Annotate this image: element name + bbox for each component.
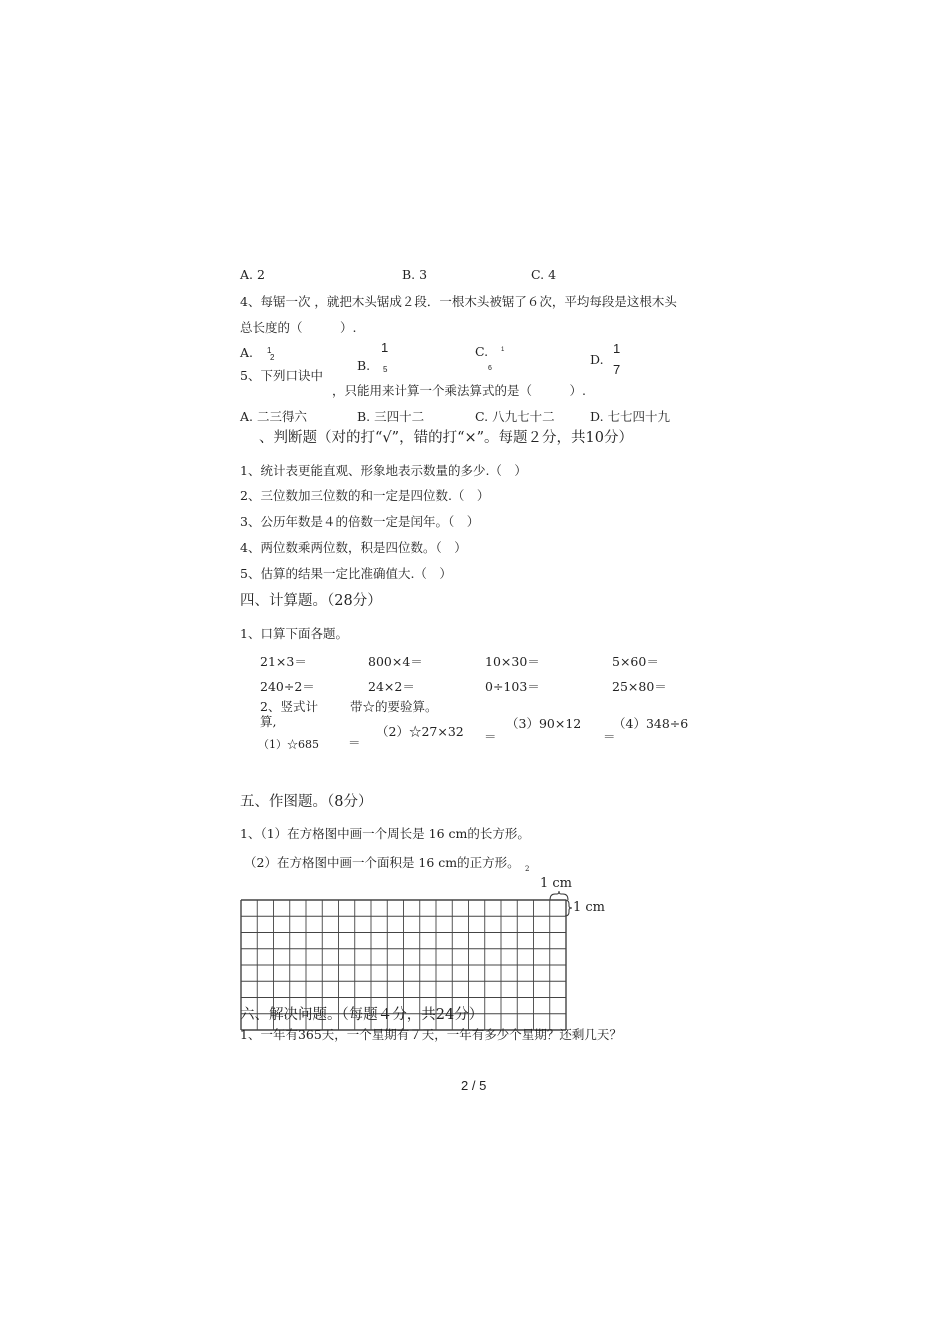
q3-option-a: A. 2 xyxy=(240,267,265,282)
q5-option-c: C. 八九七十二 xyxy=(475,409,555,424)
calc-4: 5×60＝ xyxy=(612,654,659,669)
q4-option-a-den: 2 xyxy=(270,353,275,362)
q4-option-d-num: 1 xyxy=(613,341,621,356)
section5-q2-superscript: 2 xyxy=(525,865,530,873)
q3-option-c: C. 4 xyxy=(531,267,557,282)
q4-line2: 总长度的（ ）. xyxy=(240,320,357,335)
calc-3: 10×30＝ xyxy=(485,654,540,669)
section6-title: 六、解决问题。（每题４分，共24分） xyxy=(240,1007,484,1023)
page-number: 2 / 5 xyxy=(461,1078,487,1093)
q4-option-c-num: 1 xyxy=(501,347,505,353)
q4-line1: 4、每锯一次 ，就把木头锯成２段．一根木头被锯了６次，平均每段是这根木头 xyxy=(240,294,677,309)
section3-item-2: 2、三位数加三位数的和一定是四位数.（ ） xyxy=(240,488,490,503)
section3-item-3: 3、公历年数是４的倍数一定是闰年。（ ） xyxy=(240,514,480,529)
problem-2: （2）☆27×32 xyxy=(376,724,464,739)
calc-7: 0÷103＝ xyxy=(485,679,540,694)
q4-option-a-label: A. xyxy=(240,345,254,360)
problem-3: （3）90×12 xyxy=(506,716,582,731)
calc-5: 240÷2＝ xyxy=(260,679,315,694)
section6-q1: 1、一年有365天，一个星期有７天，一年有多少个星期？还剩几天？ xyxy=(240,1027,622,1042)
q4-option-d-label: D. xyxy=(590,352,604,367)
problem-1-clip xyxy=(258,735,378,751)
calc-6: 24×2＝ xyxy=(368,679,415,694)
problem-1: （1）☆685 xyxy=(258,738,319,751)
q3-option-b: B. 3 xyxy=(402,267,428,282)
q4-option-a-num: 1 xyxy=(267,346,272,355)
q4-option-c-den: 6 xyxy=(488,365,492,372)
unit-label-right: 1 cm xyxy=(573,900,606,915)
square-grid[interactable] xyxy=(240,876,573,1002)
problem-1-equals: ＝ xyxy=(348,735,361,750)
section4-sub2c: 算, xyxy=(260,714,277,729)
q4-option-b-den: 5 xyxy=(383,365,388,374)
section4-sub2b: 带☆的要验算。 xyxy=(350,699,438,714)
section3-item-4: 4、两位数乘两位数，积是四位数。（ ） xyxy=(240,540,467,555)
section5-title: 五、作图题。（8分） xyxy=(240,794,373,810)
section3-item-1: 1、统计表更能直观、形象地表示数量的多少.（ ） xyxy=(240,463,527,478)
section4-title: 四、计算题。（28分） xyxy=(240,593,382,609)
problem-4: （4）348÷6 xyxy=(613,716,689,731)
section3-title: 、判断题（对的打“√”，错的打“×”。每题２分，共10分） xyxy=(259,430,633,446)
q4-option-b-num: 1 xyxy=(381,340,389,355)
calc-2: 800×4＝ xyxy=(368,654,423,669)
calc-1: 21×3＝ xyxy=(260,654,307,669)
section4-sub1: 1、口算下面各题。 xyxy=(240,626,348,641)
problem-3-equals: ＝ xyxy=(603,729,616,744)
section3-item-5: 5、估算的结果一定比准确值大.（ ） xyxy=(240,566,452,581)
problem-2-equals: ＝ xyxy=(484,729,497,744)
q4-option-c-label: C. xyxy=(475,344,489,359)
q5-option-b: B. 三四十二 xyxy=(357,409,425,424)
q5-option-d: D. 七七四十九 xyxy=(590,409,671,424)
q5-option-a: A. 二三得六 xyxy=(240,409,307,424)
q4-option-d-den: 7 xyxy=(613,362,621,377)
section4-sub2a: 2、竖式计 xyxy=(260,699,318,714)
calc-8: 25×80＝ xyxy=(612,679,667,694)
q5-prefix: 5、下列口诀中 xyxy=(240,368,323,383)
section5-q1: 1、（1）在方格图中画一个周长是 16 cm的长方形。 xyxy=(240,826,530,841)
section5-q2: （2）在方格图中画一个面积是 16 cm的正方形。 xyxy=(244,855,520,870)
q5-rest: ，只能用来计算一个乘法算式的是（ ）. xyxy=(332,383,586,398)
q4-option-b-label: B. xyxy=(357,358,371,373)
unit-label-top: 1 cm xyxy=(540,876,573,891)
